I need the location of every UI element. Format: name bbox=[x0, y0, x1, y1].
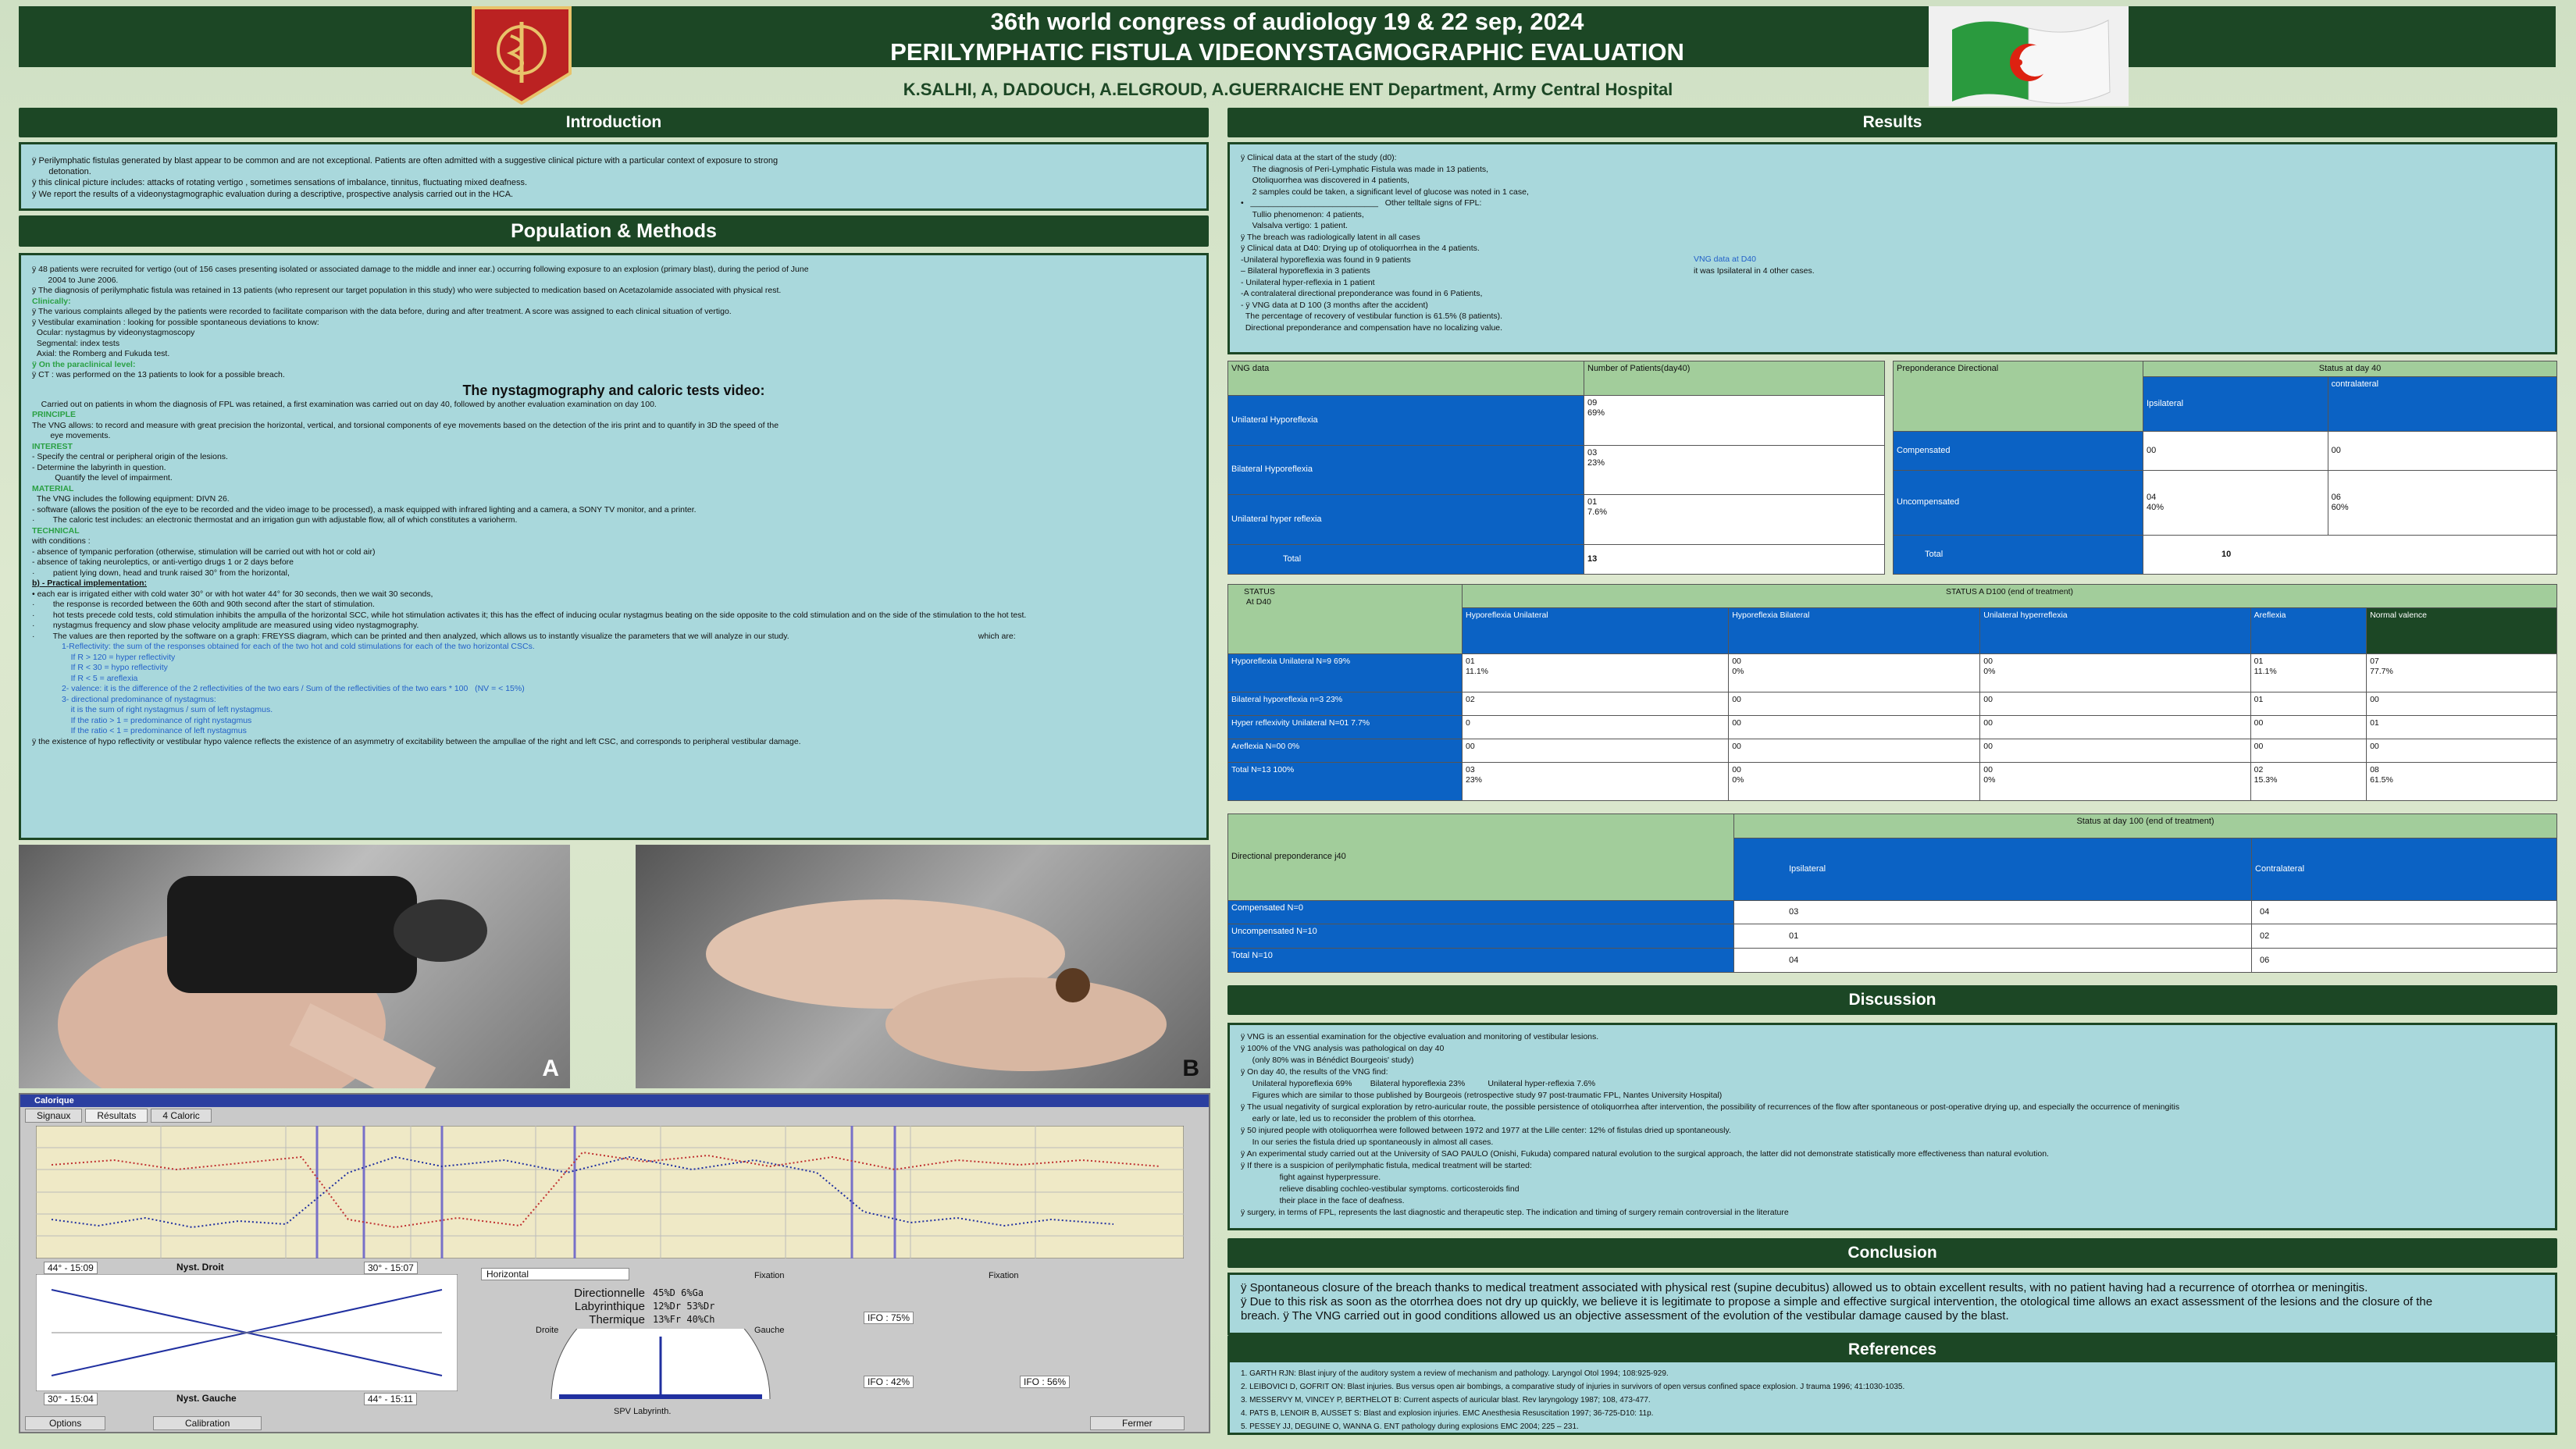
results-lines bbox=[1241, 152, 2544, 333]
table4-cell: 02 bbox=[2252, 924, 2557, 949]
table1-header: VNG data bbox=[1228, 361, 1584, 396]
discussion-heading: Discussion bbox=[1227, 985, 2557, 1015]
table2-cell: 00 bbox=[2328, 432, 2556, 471]
table3-col: Hyporeflexia Unilateral bbox=[1463, 607, 1729, 654]
results-line: ÿ Clinical data at D40: Drying up of otoliquorrhea in the 4 patients. bbox=[1241, 244, 1480, 253]
calibration-button[interactable]: Calibration bbox=[153, 1416, 262, 1430]
table1-cell: Bilateral Hyporeflexia bbox=[1228, 445, 1584, 495]
table-preponderance-d40 bbox=[1893, 361, 2557, 575]
intro-line: ÿ We report the results of a videonystagmographic evaluation during a descriptive, prospective analysis carried out in the HCA. bbox=[32, 189, 514, 199]
table1-cell: Unilateral hyper reflexia bbox=[1228, 495, 1584, 545]
table3-cell: 07 77.7% bbox=[2367, 654, 2557, 692]
fixation-header: Fixation bbox=[754, 1271, 785, 1280]
table3-cell: 00 bbox=[2250, 716, 2366, 739]
results-line: Tullio phenomenon: 4 patients, bbox=[1241, 209, 1364, 219]
discussion-line: relieve disabling cochleo-vestibular symptoms. corticosteroids find bbox=[1241, 1184, 1520, 1194]
table2-cell: 04 40% bbox=[2143, 471, 2328, 536]
discussion-box bbox=[1227, 1023, 2557, 1230]
reference-item: 5. PESSEY JJ, DEGUINE O, WANNA G. ENT pathology during explosions EMC 2004; 225 – 231. bbox=[1241, 1422, 1579, 1431]
table4-header: Directional preponderance j40 bbox=[1228, 814, 1734, 901]
intro-line: ÿ this clinical picture includes: attacks of rotating vertigo , sometimes sensations of imbalance, tinnitus, fluctuating mixed deafness. bbox=[32, 178, 528, 188]
intro-line: ÿ Perilymphatic fistulas generated by blast appear to be common and are not exceptional. Patients are often admitted with a suggestive clinical picture with a particular context of exposure to strong detonation. bbox=[32, 156, 779, 177]
results-line: • ____________________________ Other telltale signs of FPL: bbox=[1241, 198, 1482, 208]
table4-cell: 03 bbox=[1734, 900, 2252, 924]
ipsilateral-note: it was Ipsilateral in 4 other cases. bbox=[1694, 266, 1815, 276]
results-heading: Results bbox=[1227, 108, 2557, 137]
discussion-line: In our series the fistula dried up spontaneously in almost all cases. bbox=[1241, 1137, 1494, 1147]
discussion-line: early or late, led us to reconsider the problem of this otorrhea. bbox=[1241, 1114, 1477, 1123]
table3-cell: 03 23% bbox=[1463, 762, 1729, 800]
table3-cell: 00 0% bbox=[1980, 654, 2250, 692]
methods-text: ÿ Vestibular examination : looking for possible spontaneous deviations to know: bbox=[32, 317, 319, 327]
fixation-header-2: Fixation bbox=[989, 1271, 1019, 1280]
tab-signaux[interactable]: Signaux bbox=[25, 1109, 82, 1123]
discussion-lines bbox=[1241, 1031, 2544, 1219]
table4-cell: 04 bbox=[1734, 949, 2252, 973]
table3-cell: 02 bbox=[1463, 692, 1729, 716]
table1-cell: 01 7.6% bbox=[1584, 495, 1885, 545]
technical-label: TECHNICAL bbox=[32, 525, 80, 536]
window-title: Calorique bbox=[20, 1095, 1209, 1107]
results-line: -Unilateral hyporeflexia was found in 9 patients bbox=[1241, 255, 1411, 265]
conclusion-box bbox=[1227, 1273, 2557, 1335]
discussion-line: fight against hyperpressure. bbox=[1241, 1173, 1381, 1182]
tab-resultats[interactable]: Résultats bbox=[85, 1109, 148, 1123]
table3-col: Areflexia bbox=[2250, 607, 2366, 654]
table3-cell: 01 11.1% bbox=[1463, 654, 1729, 692]
table3-cell: 00 bbox=[1980, 716, 2250, 739]
photo-vng-mask bbox=[19, 845, 570, 1088]
principle-label: PRINCIPLE bbox=[32, 410, 77, 419]
results-line: Valsalva vertigo: 1 patient. bbox=[1241, 221, 1348, 230]
table3-cell: Total N=13 100% bbox=[1228, 762, 1463, 800]
table3-cell: 00 bbox=[2250, 739, 2366, 763]
table4-header: Status at day 100 (end of treatment) bbox=[1734, 814, 2557, 838]
table4-cell: Total N=10 bbox=[1228, 949, 1734, 973]
discussion-line: Unilateral hyporeflexia 69% Bilateral hyporeflexia 23% Unilateral hyper-reflexia 7.6% bbox=[1241, 1079, 1596, 1088]
methods-text: · nystagmus frequency and slow phase velocity amplitude are measured using video nystagmography. · The values are then reported by the software on a graph: FREYSS diagram, which can be printed and then analyzed, which allows us to instantly visualize the parameters that we will analyze in our study. which are: bbox=[32, 621, 1016, 641]
discussion-line: ÿ surgery, in terms of FPL, represents the last diagnostic and therapeutic step. The indication and timing of surgery remain controversial in the literature bbox=[1241, 1208, 1789, 1217]
table3-header: STATUS At D40 bbox=[1228, 585, 1463, 654]
discussion-line: (only 80% was in Bénédict Bourgeois' study) bbox=[1241, 1056, 1414, 1065]
table3-header: STATUS A D100 (end of treatment) bbox=[1463, 585, 2557, 608]
table2-col: contralateral bbox=[2328, 377, 2556, 432]
table2-cell: 06 60% bbox=[2328, 471, 2556, 536]
table3-cell: 00 bbox=[2367, 739, 2557, 763]
reference-item: 2. LEIBOVICI D, GOFRIT ON: Blast injuries. Bus versus open air bombings, a comparative study of injuries in survivors of open versus confined space explosion. J trauma 1996; 41:1030-1035. bbox=[1241, 1383, 1905, 1391]
droite-label: Droite bbox=[536, 1326, 559, 1335]
ifo-value: IFO : 56% bbox=[1020, 1376, 1070, 1388]
methods-text: - Specify the central or peripheral origin of the lesions. - Determine the labyrinth in question. Quantify the level of impairment. bbox=[32, 452, 228, 482]
label-thermique: Thermique bbox=[589, 1313, 645, 1326]
table3-cell: 00 0% bbox=[1980, 762, 2250, 800]
value-row: 13%Fr 40%Ch bbox=[653, 1314, 715, 1325]
table3-cell: 01 bbox=[2367, 716, 2557, 739]
vng-d40-label: VNG data at D40 bbox=[1694, 255, 1756, 264]
table-preponderance-d100 bbox=[1227, 814, 2557, 973]
conclusion-heading: Conclusion bbox=[1227, 1238, 2557, 1268]
paraclinical-label: ÿ On the paraclinical level: bbox=[32, 359, 136, 369]
right-top-select[interactable]: 30° - 15:07 bbox=[364, 1262, 418, 1274]
table4-col: Ipsilateral bbox=[1734, 838, 2252, 900]
table2-cell: 10 bbox=[2143, 535, 2557, 574]
discussion-line: ÿ On day 40, the results of the VNG find: bbox=[1241, 1067, 1388, 1077]
authors: K.SALHI, A, DADOUCH, A.ELGROUD, A.GUERRAICHE ENT Department, Army Central Hospital bbox=[903, 80, 1673, 99]
photo-label-b: B bbox=[1182, 1056, 1199, 1081]
reference-item: 1. GARTH RJN: Blast injury of the auditory system a review of mechanism and pathology. Laryngol Otol 1994; 108:925-929. bbox=[1241, 1369, 1669, 1378]
table4-cell: Compensated N=0 bbox=[1228, 900, 1734, 924]
methods-text: ÿ CT : was performed on the 13 patients to look for a possible breach. bbox=[32, 370, 285, 379]
results-box bbox=[1227, 142, 2557, 354]
table2-cell: Compensated bbox=[1894, 432, 2143, 471]
results-line: - Unilateral hyper-reflexia in 1 patient bbox=[1241, 277, 1375, 287]
caloric-software-window bbox=[19, 1093, 1210, 1433]
analysis-labels bbox=[497, 1287, 645, 1326]
material-label: MATERIAL bbox=[32, 483, 74, 493]
results-line: - ÿ VNG data at D 100 (3 months after the accident) bbox=[1241, 300, 1428, 310]
methods-text: • each ear is irrigated either with cold water 30° or with hot water 44° for 30 seconds, then we wait 30 seconds, · the response is recorded between the 60th and 90th second after the start of stimulation. · hot tests precede cold tests, cold stimulation inhibits the ampulla of the horizontal SCC, while hot stimulation activates it; this has the effect of inducing ocular nystagmus beating on the side opposite to the cold stimulation and on the side of the stimulation to the hot test. bbox=[32, 589, 1027, 620]
conclusion-text: ÿ Spontaneous closure of the breach thanks to medical treatment associated with physical rest (supine decubitus) allowed us to obtain excellent results, with no patient having had a recurrence of otorrhea or meningitis. ÿ Due to this risk as soon as the otorrhea does not dry up quickly, we believe it is legitimate to propose a simple and effective surgical intervention, the otological time allows an exact assessment of the lesions and the closure of the breach. ÿ The VNG carried out in good conditions allowed us an objective assessment of the evolution of the vestibular damage caused by the blast. bbox=[1241, 1281, 2433, 1323]
table3-cell: 00 bbox=[1729, 739, 1980, 763]
discussion-line: ÿ An experimental study carried out at the University of SAO PAULO (Onishi, Fukuda) compared natural evolution to the surgical approach, the latter did not demonstrate statistically more effectiveness than natural evolution. bbox=[1241, 1149, 2049, 1159]
methods-text: ÿ 48 patients were recruited for vertigo (out of 156 cases presenting isolated or associated damage to the middle and inner ear.) occurring following exposure to an explosion (primary blast), during the period of June 2004 to June 2006. bbox=[32, 265, 809, 285]
table4-body bbox=[1228, 900, 2557, 972]
table1-header: Number of Patients(day40) bbox=[1584, 361, 1885, 396]
methods-text: with conditions : - absence of tympanic perforation (otherwise, stimulation will be carried out with hot or cold air) - absence of taking neuroleptics, or anti-vertigo drugs 1 or 2 days before · patient lying down, head and trunk raised 30° from the horizontal, bbox=[32, 536, 376, 578]
tab-bar bbox=[25, 1109, 212, 1123]
direction-dial bbox=[528, 1329, 793, 1407]
table1-cell: Total bbox=[1228, 544, 1584, 575]
table3-body bbox=[1228, 654, 2557, 801]
methods-text: Carried out on patients in whom the diagnosis of FPL was retained, a first examination was carried out on day 40, followed by another evaluation examination on day 100. bbox=[32, 399, 657, 409]
results-line: ÿ Clinical data at the start of the study (d0): bbox=[1241, 153, 1397, 162]
poster-title: PERILYMPHATIC FISTULA VIDEONYSTAGMOGRAPHIC EVALUATION bbox=[890, 38, 1684, 66]
methods-text: The VNG includes the following equipment: DIVN 26. - software (allows the position of the eye to be recorded and the video image to be processed), a mask equipped with infrared lighting and a camera, a SONY TV monitor, and a printer. · The caloric test includes: an electronic thermostat and an irrigation gun with adjustable flow, all of which constitutes a varioherm. bbox=[32, 494, 697, 525]
spv-label: SPV Labyrinth. bbox=[614, 1407, 672, 1416]
table1-cell: Unilateral Hyporeflexia bbox=[1228, 396, 1584, 446]
references-box bbox=[1227, 1360, 2557, 1435]
methods-text: Axial: the Romberg and Fukuda test. bbox=[32, 349, 170, 358]
methods-heading: Population & Methods bbox=[19, 215, 1209, 247]
introduction-box bbox=[19, 142, 1209, 211]
results-line: The diagnosis of Peri-Lymphatic Fistula was made in 13 patients, bbox=[1241, 164, 1489, 174]
nyst-gauche-label: Nyst. Gauche bbox=[176, 1393, 237, 1404]
table3-col: Hyporeflexia Bilateral bbox=[1729, 607, 1980, 654]
table3-col: Unilateral hyperreflexia bbox=[1980, 607, 2250, 654]
ifo-value: IFO : 75% bbox=[864, 1312, 914, 1324]
methods-text: Segmental: index tests bbox=[32, 338, 120, 348]
table4-cell: 01 bbox=[1734, 924, 2252, 949]
table4-col: Contralateral bbox=[2252, 838, 2557, 900]
table3-cell: 08 61.5% bbox=[2367, 762, 2557, 800]
table3-cell: Bilateral hyporeflexia n=3 23% bbox=[1228, 692, 1463, 716]
photo-ear-irrigation bbox=[636, 845, 1210, 1088]
results-line: – Bilateral hyporeflexia in 3 patients bbox=[1241, 266, 1370, 276]
patient-mask-photo-icon bbox=[19, 845, 570, 1088]
methods-text: Ocular: nystagmus by videonystagmoscopy bbox=[32, 328, 195, 337]
references-heading: References bbox=[1227, 1335, 2557, 1365]
table4-cell: 04 bbox=[2252, 900, 2557, 924]
table2-cell: Total bbox=[1894, 535, 2143, 574]
table3-cell: 01 bbox=[2250, 692, 2366, 716]
results-line: -A contralateral directional preponderance was found in 6 Patients, bbox=[1241, 289, 1483, 298]
methods-text: ÿ The various complaints alleged by the patients were recorded to facilitate comparison with the data before, during and after treatment. A score was assigned to each clinical situation of vertigo. bbox=[32, 307, 732, 316]
table2-header: Preponderance Directional bbox=[1894, 361, 2143, 432]
results-line: ÿ The breach was radiologically latent in all cases bbox=[1241, 232, 1420, 242]
value-row: 12%Dr 53%Dr bbox=[653, 1301, 715, 1312]
discussion-line: their place in the face of deafness. bbox=[1241, 1196, 1405, 1205]
discussion-line: ÿ 50 injured people with otoliquorrhea were followed between 1972 and 1977 at the Lille center: 12% of fistulas dried up spontaneously. bbox=[1241, 1126, 1731, 1135]
table1-cell: 13 bbox=[1584, 544, 1885, 575]
video-title: The nystagmography and caloric tests video: bbox=[462, 382, 765, 398]
photo-label-a: A bbox=[542, 1056, 559, 1081]
discussion-line: ÿ 100% of the VNG analysis was pathological on day 40 bbox=[1241, 1044, 1445, 1053]
methods-text: ÿ The diagnosis of perilymphatic fistula was retained in 13 patients (who represent our target population in this study) who were subjected to medication based on Acetazolamide associated with physical rest. bbox=[32, 286, 782, 295]
right-bottom-select[interactable]: 44° - 15:11 bbox=[364, 1393, 417, 1405]
left-top-select[interactable]: 44° - 15:09 bbox=[44, 1262, 98, 1274]
clinically-label: Clinically: bbox=[32, 296, 71, 306]
introduction-heading: Introduction bbox=[19, 108, 1209, 137]
table3-cell: 02 15.3% bbox=[2250, 762, 2366, 800]
table1-cell: 09 69% bbox=[1584, 396, 1885, 446]
table3-col: Normal valence bbox=[2367, 607, 2557, 654]
congress-title: 36th world congress of audiology 19 & 22 sep, 2024 bbox=[990, 8, 1584, 35]
freyss-diagram bbox=[36, 1274, 458, 1391]
discussion-line: ÿ If there is a suspicion of perilymphatic fistula, medical treatment will be started: bbox=[1241, 1161, 1532, 1170]
table2-header: Status at day 40 bbox=[2143, 361, 2557, 377]
table3-cell: 00 0% bbox=[1729, 654, 1980, 692]
header-banner bbox=[19, 6, 2556, 67]
table1-cell: 03 23% bbox=[1584, 445, 1885, 495]
practical-label: b) - Practical implementation: bbox=[32, 579, 148, 588]
left-bottom-select[interactable]: 30° - 15:04 bbox=[44, 1393, 98, 1405]
freyss-parameters: 1-Reflectivity: the sum of the responses obtained for each of the two hot and cold stimulations for each of the two horizontal CSCs. If R > 120 = hyper reflectivity If R < 30 = hypo reflectivity If R < 5 = areflexia 2- valence: it is the difference of the 2 reflectivities of the two ears / Sum of the reflectivities of the two ears * 100 (NV = < 15%) 3- directional predominance of nystagmus: it is the sum of right nystagmus / sum of left nystagmus. If the ratio > 1 = predominance of right nystagmus If the ratio < 1 = predominance of left nystagmus bbox=[61, 642, 535, 735]
results-line: Otoliquorrhea was discovered in 4 patients, bbox=[1241, 176, 1409, 185]
table3-cell: Hyporeflexia Unilateral N=9 69% bbox=[1228, 654, 1463, 692]
table3-cell: 0 bbox=[1463, 716, 1729, 739]
table4-cell: 06 bbox=[2252, 949, 2557, 973]
results-line: 2 samples could be taken, a significant level of glucose was noted in 1 case, bbox=[1241, 187, 1529, 197]
table3-cell: 00 bbox=[1463, 739, 1729, 763]
ifo-value: IFO : 42% bbox=[864, 1376, 914, 1388]
table3-cell: 00 bbox=[2367, 692, 2557, 716]
methods-text: ÿ the existence of hypo reflectivity or vestibular hypo valence reflects the existence of an asymmetry of excitability between the ampullae of the right and left CSC, and corresponds to peripheral vestibular damage. bbox=[32, 736, 801, 746]
table3-cell: 01 11.1% bbox=[2250, 654, 2366, 692]
discussion-line: ÿ VNG is an essential examination for the objective evaluation and monitoring of vestibular lesions. bbox=[1241, 1032, 1599, 1041]
results-line: The percentage of recovery of vestibular function is 61.5% (8 patients). bbox=[1241, 312, 1503, 321]
value-row: 45%D 6%Ga bbox=[653, 1287, 704, 1298]
table3-cell: 00 bbox=[1980, 739, 2250, 763]
reference-item: 4. PATS B, LENOIR B, AUSSET S: Blast and explosion injuries. EMC Anesthesia Resuscitation 1997; 36-725-D10: 11p. bbox=[1241, 1409, 1654, 1418]
ear-irrigation-photo-icon bbox=[636, 845, 1210, 1088]
table-status-d100 bbox=[1227, 584, 2557, 801]
analysis-values bbox=[653, 1287, 714, 1326]
fermer-button[interactable]: Fermer bbox=[1090, 1416, 1185, 1430]
table2-col: Ipsilateral bbox=[2143, 377, 2328, 432]
methods-text: The VNG allows: to record and measure with great precision the horizontal, vertical, and torsional components of eye movements based on the detection of the iris print and to quantify in 3D the speed of the eye movements. bbox=[32, 420, 779, 440]
table2-cell: Uncompensated bbox=[1894, 471, 2143, 536]
nystagmus-trace-plot bbox=[36, 1126, 1184, 1259]
table-vng-d40 bbox=[1227, 361, 1885, 575]
discussion-line: ÿ The usual negativity of surgical exploration by retro-auricular route, the possible persistence of otoliquorrhea after intervention, the possibility of recurrences of the flow after spontaneous or post-operative drying up, and especially the occurrence of meningitis bbox=[1241, 1102, 2180, 1112]
gauche-label: Gauche bbox=[754, 1326, 785, 1335]
reference-item: 3. MESSERVY M, VINCEY P, BERTHELOT B: Current aspects of auricular blast. Rev laryngology 1987; 108, 473-477. bbox=[1241, 1396, 1651, 1404]
table2-cell: 00 bbox=[2143, 432, 2328, 471]
table3-cell: Hyper reflexivity Unilateral N=01 7.7% bbox=[1228, 716, 1463, 739]
discussion-line: Figures which are similar to those published by Bourgeois (retrospective study 97 post-traumatic FPL, Nantes University Hospital) bbox=[1241, 1091, 1723, 1100]
results-line: Directional preponderance and compensation have no localizing value. bbox=[1241, 322, 1503, 333]
references-list bbox=[1241, 1367, 2544, 1433]
table3-cell: 00 bbox=[1980, 692, 2250, 716]
table3-cell: 00 0% bbox=[1729, 762, 1980, 800]
methods-box bbox=[19, 253, 1209, 840]
label-labyrinthique: Labyrinthique bbox=[574, 1300, 645, 1313]
label-directionnelle: Directionnelle bbox=[574, 1287, 645, 1300]
table3-cell: Areflexia N=00 0% bbox=[1228, 739, 1463, 763]
mode-select[interactable]: Horizontal bbox=[481, 1268, 629, 1280]
options-button[interactable]: Options bbox=[25, 1416, 105, 1430]
tab-4-caloric[interactable]: 4 Caloric bbox=[151, 1109, 211, 1123]
table4-cell: Uncompensated N=10 bbox=[1228, 924, 1734, 949]
table3-cell: 00 bbox=[1729, 692, 1980, 716]
interest-label: INTEREST bbox=[32, 441, 73, 451]
table3-cell: 00 bbox=[1729, 716, 1980, 739]
nyst-droit-label: Nyst. Droit bbox=[176, 1262, 224, 1273]
